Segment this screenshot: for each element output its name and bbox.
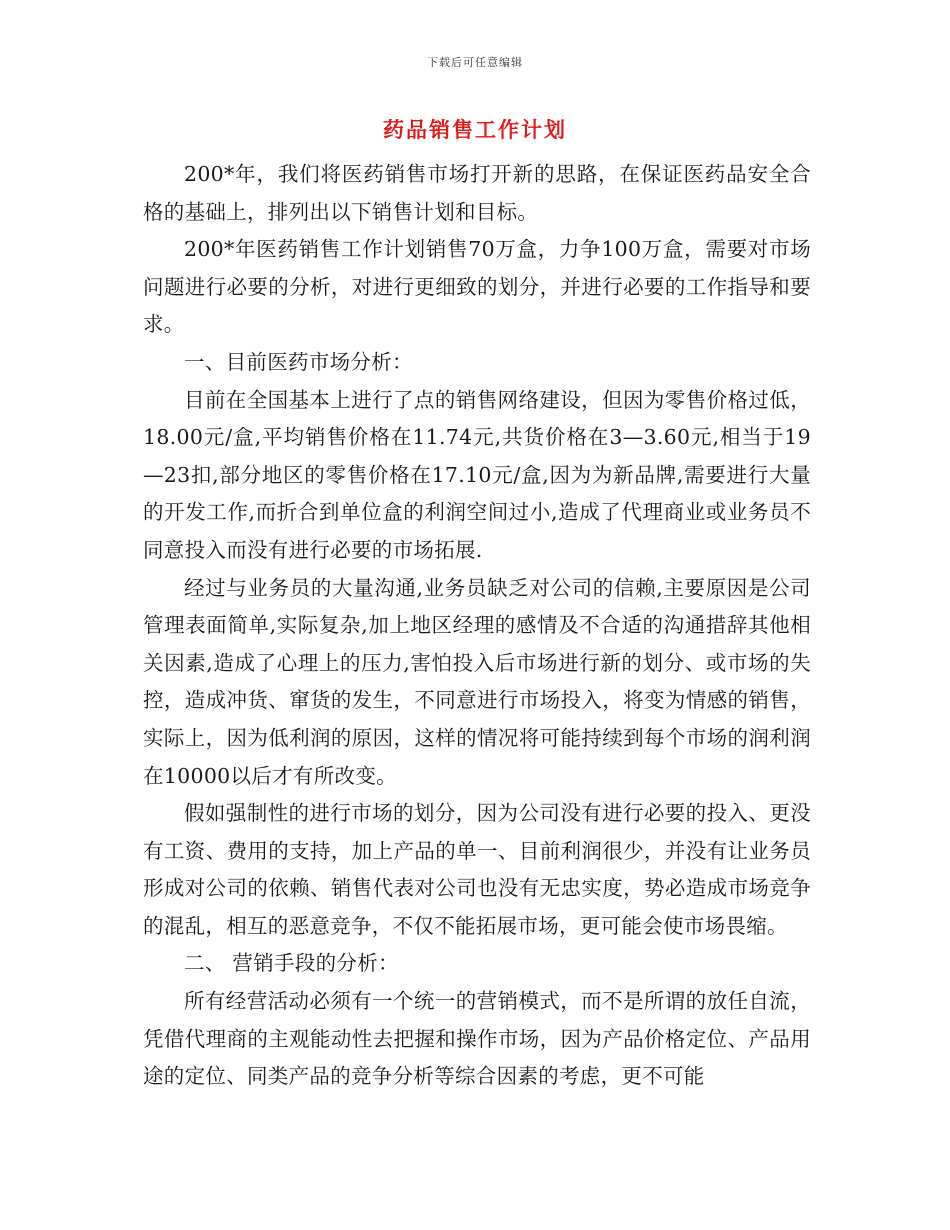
paragraph-marketing-model: 所有经营活动必须有一个统一的营销模式，而不是所谓的放任自流，凭借代理商的主观能动性去把握和操作市场，因为产品价格定位、产品用途的定位、同类产品的竞争分析等综合因素的考虑，更不可能 [143,989,811,1089]
paragraph-salesperson-communication: 经过与业务员的大量沟通,业务员缺乏对公司的信赖,主要原因是公司管理表面简单,实际复杂,加上地区经理的感情及不合适的沟通措辞其他相关因素,造成了心理上的压力,害怕投入后市场进行新的划分、或市场的失控，造成冲货、窜货的发生，不同意进行市场投入，将变为情感的销售，实际上，因为低利润的原因，这样的情况将可能持续到每个市场的润利润在10000以后才有所改变。 [143,575,811,788]
document-title: 药品销售工作计划 [383,117,567,142]
paragraph-market-division: 假如强制性的进行市场的划分，因为公司没有进行必要的投入、更没有工资、费用的支持，加上产品的单一、目前利润很少，并没有让业务员形成对公司的依赖、销售代表对公司也没有无忠实度，势必造成市场竞争的混乱，相互的恶意竞争，不仅不能拓展市场，更可能会使市场畏缩。 [143,801,811,938]
paragraph-sales-target: 200*年医药销售工作计划销售70万盒，力争100万盒，需要对市场问题进行必要的分析，对进行更细致的划分，并进行必要的工作指导和要求。 [143,237,811,337]
paragraph-market-network: 目前在全国基本上进行了点的销售网络建设，但因为零售价格过低，18.00元/盒,平均销售价格在11.74元,共货价格在3—3.60元,相当于19 —23扣,部分地区的零售价格在17.10元/盒,因为为新品牌,需要进行大量的开发工作,而折合到单位盒的利润空间过小,造成了代理商业或业务员不同意投入而没有进行必要的市场拓展. [143,387,811,562]
document-body [143,156,811,1096]
section-heading-marketing-analysis: 二、 营销手段的分析： [184,951,399,976]
section-heading-market-analysis: 一、目前医药市场分析： [184,349,413,374]
paragraph-intro: 200*年，我们将医药销售市场打开新的思路，在保证医药品安全合格的基础上，排列出以下销售计划和目标。 [143,162,811,224]
header-note: 下载后可任意编辑 [427,56,523,69]
